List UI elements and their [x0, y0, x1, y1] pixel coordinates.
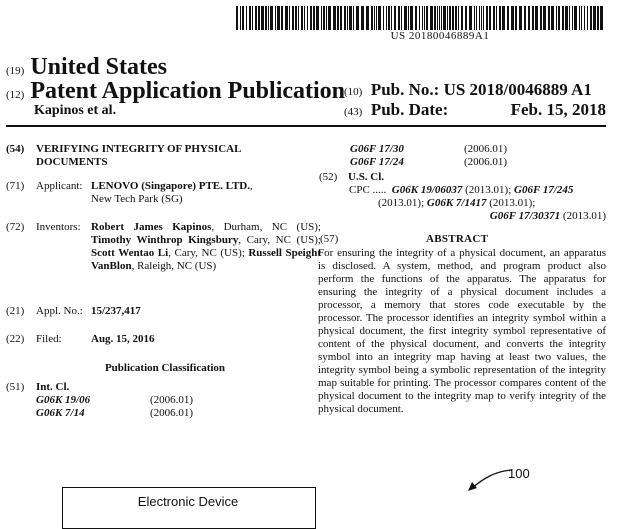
- classification-code: G06K 19/06037: [391, 184, 463, 196]
- applicant-value: LENOVO (Singapore) PTE. LTD., New Tech Park (SG): [91, 180, 253, 205]
- classification-row: [36, 407, 193, 420]
- applicant-block: [6, 180, 306, 205]
- publication-type: Patent Application Publication: [30, 78, 346, 104]
- inventor-name: Timothy Winthrop Kingsbury: [91, 234, 239, 246]
- classification-code: G06F 17/30371: [489, 210, 561, 222]
- inid-code: (72): [6, 221, 25, 233]
- filed-date: Aug. 15, 2016: [91, 333, 155, 345]
- inventors-list: [91, 221, 321, 273]
- inventor-location: , Raleigh, NC (US): [131, 260, 217, 272]
- abstract-title: ABSTRACT: [426, 233, 489, 245]
- inventor-location: , Durham, NC (US);: [211, 221, 321, 233]
- publication-classification-heading: Publication Classification: [104, 362, 226, 374]
- inid-code: (51): [6, 381, 25, 393]
- classification-code: G06F 17/245: [514, 184, 574, 196]
- classification-code: G06F 17/24: [350, 156, 404, 168]
- barcode: [236, 6, 606, 30]
- classification-code: G06K 7/14: [36, 407, 85, 419]
- int-cl-continued: [350, 143, 507, 169]
- pub-number-label: Pub. No.:: [370, 80, 440, 99]
- us-cl-label: U.S. Cl.: [348, 171, 385, 183]
- applicant-location: New Tech Park (SG): [91, 193, 183, 205]
- inid-code: (12): [6, 89, 25, 101]
- cpc-last-row: [348, 210, 606, 223]
- appl-no-label: Appl. No.:: [36, 305, 83, 317]
- applicant-label: Applicant:: [36, 180, 83, 192]
- classification-date: (2006.01): [464, 143, 508, 155]
- authors: Kapinos et al.: [34, 103, 117, 118]
- int-cl-label: Int. Cl.: [36, 381, 70, 393]
- barcode-number: US 20180046889A1: [390, 30, 490, 42]
- classification-code: G06K 7/1417: [426, 197, 487, 209]
- inid-code: (57): [320, 233, 339, 245]
- pub-number-line: [344, 80, 592, 100]
- inventors-block: [6, 221, 321, 272]
- pub-date: Feb. 15, 2018: [510, 100, 606, 119]
- country: United States: [30, 54, 167, 80]
- classification-date: (2013.01);: [486, 197, 536, 209]
- classification-row: [36, 394, 193, 407]
- classification-date: (2013.01);: [378, 197, 427, 209]
- inventor-name: Russell Speight VanBlon: [91, 247, 321, 272]
- header-divider: [6, 125, 606, 127]
- classification-code: G06K 19/06: [36, 394, 91, 406]
- pub-type-line: [6, 78, 345, 105]
- classification-date: (2013.01): [560, 210, 606, 222]
- classification-code: G06F 17/30: [350, 143, 404, 155]
- classification-row: [350, 143, 507, 156]
- appl-no-block: [6, 305, 141, 318]
- cpc-line: [348, 184, 606, 223]
- abstract-text: For ensuring the integrity of a physical document, an apparatus is disclosed. A system, method, and program product also perform the functions of the apparatus. The apparatus for ensuring the integrity of a physical document includes a processor, a memory that stores code executable by the processor. The processor identifies an integrity symbol within a physical document, the first integrity symbol representative of content of the physical document, and converts the integrity symbol into an integrity map having at least two values, the integrity symbol being a symbolic representation of the integrity map suitable for printing. The processor compares content of the physical document to the integrity map to verify integrity of the physical document.: [318, 247, 606, 415]
- classification-date: (2006.01): [150, 394, 194, 406]
- patent-title: VERIFYING INTEGRITY OF PHYSICAL DOCUMENTS: [36, 143, 241, 168]
- electronic-device-label: Electronic Device: [137, 494, 239, 509]
- abstract-header: [320, 233, 606, 246]
- cpc-label: CPC .....: [349, 184, 387, 196]
- inventor-name: Robert James Kapinos: [91, 221, 212, 233]
- us-cl-block: [319, 171, 606, 222]
- appl-no: 15/237,417: [91, 305, 141, 317]
- figure-reference-number: 100: [508, 466, 530, 481]
- filed-label: Filed:: [36, 333, 62, 345]
- inid-code: (52): [319, 171, 338, 183]
- inid-code: (21): [6, 305, 25, 317]
- classification-date: (2006.01): [464, 156, 508, 168]
- inventor-location: , Cary, NC (US);: [168, 247, 249, 259]
- inid-code: (19): [6, 65, 25, 77]
- classification-row: [350, 156, 507, 169]
- title-block: [6, 143, 276, 169]
- int-cl-table: [36, 394, 193, 420]
- inventor-name: Scott Wentao Li: [91, 247, 169, 259]
- inid-code: (71): [6, 180, 25, 192]
- classification-date: (2013.01);: [462, 184, 515, 196]
- int-cl-block: [6, 381, 194, 419]
- pub-number: US 2018/0046889 A1: [443, 80, 592, 99]
- pub-date-label: Pub. Date:: [370, 100, 449, 119]
- inventor-location: , Cary, NC (US);: [238, 234, 321, 246]
- inid-code: (10): [344, 86, 363, 98]
- inid-code: (43): [344, 106, 363, 118]
- applicant-name: LENOVO (Singapore) PTE. LTD.: [91, 180, 251, 192]
- filed-block: [6, 333, 155, 346]
- classification-date: (2006.01): [150, 407, 194, 419]
- country-line: [6, 54, 167, 81]
- inid-code: (22): [6, 333, 25, 345]
- pub-date-line: [344, 100, 606, 120]
- inventors-label: Inventors:: [36, 221, 81, 233]
- inid-code: (54): [6, 143, 25, 155]
